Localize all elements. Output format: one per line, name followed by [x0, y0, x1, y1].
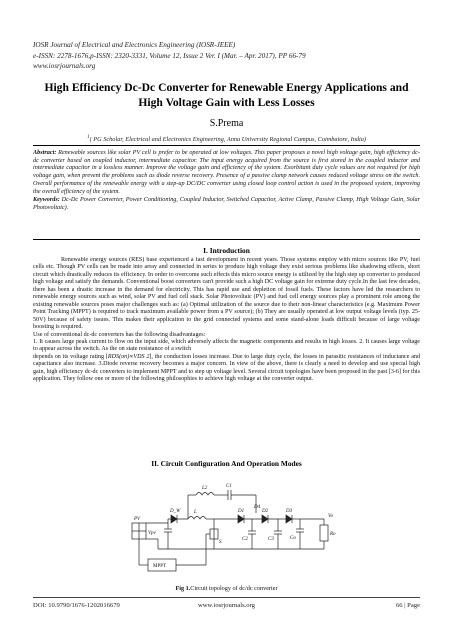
label-c1: C1	[226, 484, 232, 489]
paper-title: High Efficiency Dc-Dc Converter for Renewable Energy Applications and High Voltage Gain with Less Losses	[44, 81, 409, 109]
footer-divider	[33, 597, 420, 598]
section-1-heading: I. Introduction	[203, 246, 250, 255]
label-vo: Vo	[328, 514, 333, 519]
label-mppt: MPPT	[153, 564, 167, 569]
keywords-text: Dc-Dc Power Converter, Power Conditioning, Coupled Inductor, Switched Capacitor, Active Clamp, Passive Clamp, High Voltage Gain, Solar Photovoltaic).	[33, 196, 420, 211]
introduction-body	[33, 257, 420, 453]
footer-page-number: 66 | Page	[395, 602, 420, 609]
label-d3: D3	[286, 509, 293, 514]
abstract-box	[33, 145, 420, 240]
author-affiliation	[0, 134, 453, 143]
label-l1: L	[194, 510, 197, 515]
label-co: Co	[290, 536, 296, 541]
label-s: S	[219, 540, 222, 545]
label-pv: PV	[134, 517, 141, 522]
abstract	[33, 149, 420, 195]
journal-header	[33, 40, 306, 72]
label-vpv: Vpv	[148, 531, 156, 536]
author-name: S.Prema	[209, 118, 244, 129]
journal-name: IOSR Journal of Electrical and Electronics Engineering (IOSR-JEEE)	[33, 41, 236, 49]
p4-part-a: depends on its voltage rating [	[33, 353, 108, 360]
footer-website[interactable]: www.iosrjournals.org	[198, 602, 255, 609]
journal-issn: e-ISSN: 2278-1676,p-ISSN: 2320-3331, Volume 12, Issue 2 Ver. I (Mar. – Apr. 2017), PP 66-79	[33, 51, 306, 60]
intro-paragraph-3: 1. It causes large peak current to flow on the input side, which adversely affects the magnetic components and results in high losses. 2. It causes large voltage to appear across the switch. As the on state resistance of a switch	[33, 338, 420, 353]
label-d4: D4	[254, 505, 261, 510]
label-c3: C3	[268, 537, 274, 542]
intro-paragraph-1: Renewable energy sources (RES) base experienced a fast development in recent years. Those systems employ with micro sources like PV, fuel cells etc. Though PV cells can be made into array and connected in series to produce high voltage they exist serious problems like shadowing effects, short circuit which drastically reduces its efficiency. In order to overcome such effects this micro source energy is utilized by the high step up converter to produced high voltage and satisfy the demands. Conventional boost converters can't provide such a high DC voltage gain for extreme duty cycle.In the last few decades, there has been a drastic increase in the demand for electricity. This has rapid use and depletion of fossil fuels. These factors have led the researchers to renewable energy sources such as wind, solar PV and fuel cell stack. Solar Photovoltaic (PV) and fuel cell energy sources play a prominent role among the existing renewable sources poses major challenges such as: (a) Optimal utilization of the source due to their non-linear characteristics (e.g. Maximum Power Point Tracking (MPPT) is required to track maximum available power from a PV source); (b) They are usually operated at low output voltage levels (typ. 25-50V) because of safety issues. This makes their application to the grid connected systems and some stand-alone loads difficult because of large voltage boosting is required.	[33, 257, 420, 331]
affiliation-sup: 1	[86, 134, 90, 140]
keywords-label: Keywords:	[33, 196, 60, 204]
label-ro: Ro	[330, 532, 336, 537]
journal-website[interactable]: www.iosrjournals.org	[33, 62, 96, 70]
equation: RDS(on)∝VDS 2	[107, 353, 150, 360]
intro-paragraph-4	[33, 354, 420, 384]
label-d1: D1	[238, 509, 245, 514]
intro-paragraph-2: Use of conventional dc-dc converters has the following disadvantages:	[33, 331, 206, 338]
figure-caption	[0, 585, 453, 592]
p4-part-b: ], the conduction losses increase. Due to large duty cycle, the losses in parasitic resistances of inductance and capacitance also increase. 3.Diode reverse recovery becomes a major concern. In view of the above, there is clearly a need to develop and use special high gain, high efficiency dc-dc converters to implement MPPT and to step up voltage level. Several circuit topologies have been proposed in the past [3-6] for this application. They follow one or more of the following philosophies to achieve high voltage at the converter output.	[33, 353, 420, 383]
figure-caption-label: Fig 1.	[175, 585, 191, 592]
section-2-heading: II. Circuit Configuration And Operation Modes	[151, 459, 302, 468]
abstract-label: Abstract:	[33, 149, 57, 156]
footer-doi: DOI: 10.9790/1676-1202016679	[33, 602, 120, 609]
figure-caption-text: Circuit topology of dc/dc converter	[190, 585, 278, 592]
label-dw: D_W	[170, 509, 181, 514]
label-d2: D2	[262, 509, 269, 514]
abstract-text: Renewable sources like solar PV cell is prefer to be operated at low voltages. This paper proposes a novel high voltage gain, high efficiency dc-dc converter based on coupled inductor, intermediate capacitor. The input energy acquired from the source is first stored in the coupled inductor and intermediate capacitor in a lossless manner. Improve the voltage gain and efficiency of the system. Exorbitant duty cycle values are not required for high voltage gain, when prevent the problems such as diode reverse recovery. Presence of a passive clamp network causes reduced voltage stress on the switch. Overall performance of the renewable energy with a step-up DC/DC converter using closed loop control action is used in the proposed system, improving the overall efficiency of the system.	[33, 149, 420, 195]
keywords	[33, 196, 420, 211]
circuit-diagram	[128, 473, 346, 581]
label-l2: L2	[202, 486, 208, 491]
affiliation-text: ( PG Scholar, Electrical and Electronics Engineering, Anna University Regional Campus, Coimbatore, India)	[89, 136, 367, 144]
label-c2: C2	[242, 537, 248, 542]
